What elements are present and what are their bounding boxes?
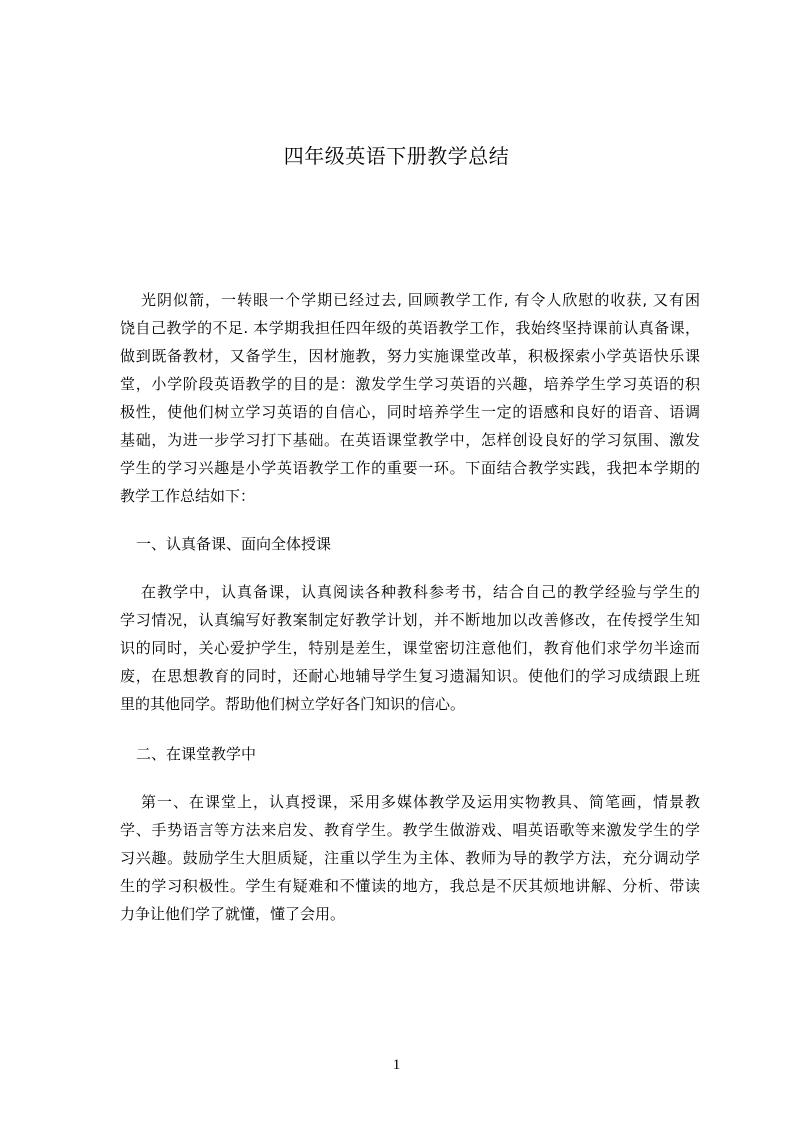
- paragraph-line: 里的其他同学。帮助他们树立学好各门知识的信心。: [120, 695, 466, 713]
- paragraph-line: 废，在思想教育的同时，还耐心地辅导学生复习遗漏知识。使他们的学习成绩跟上班: [120, 667, 700, 685]
- paragraph-line: 做到既备教材，又备学生，因材施教，努力实施课堂改革，积极探索小学英语快乐课: [120, 347, 700, 365]
- document-title: 四年级英语下册教学总结: [283, 144, 510, 168]
- paragraph-line: 识的同时，关心爱护学生，特别是差生，课堂密切注意他们，教育他们求学勿半途而: [120, 639, 700, 657]
- paragraph-line: 第一、在课堂上，认真授课，采用多媒体教学及运用实物教具、简笔画，情景教: [141, 793, 700, 811]
- paragraph-line: 力争让他们学了就懂，懂了会用。: [120, 905, 346, 923]
- paragraph-line: 生的学习积极性。学生有疑难和不懂读的地方，我总是不厌其烦地讲解、分析、带读: [120, 877, 700, 895]
- paragraph-line: 饶自己教学的不足. 本学期我担任四年级的英语教学工作，我始终坚持课前认真备课，: [120, 319, 700, 337]
- paragraph-line: 堂，小学阶段英语教学的目的是：激发学生学习英语的兴趣，培养学生学习英语的积: [120, 375, 700, 393]
- paragraph-line: 学生的学习兴趣是小学英语教学工作的重要一环。下面结合教学实践，我把本学期的: [120, 459, 700, 477]
- paragraph-line: 习兴趣。鼓励学生大胆质疑，注重以学生为主体、教师为导的教学方法，充分调动学: [120, 849, 700, 867]
- paragraph-line: 基础，为进一步学习打下基础。在英语课堂教学中，怎样创设良好的学习氛围、激发: [120, 431, 700, 449]
- paragraph-line: 教学工作总结如下：: [120, 487, 256, 505]
- paragraph-line: 学习情况，认真编写好教案制定好教学计划，并不断地加以改善修改，在传授学生知: [120, 611, 700, 629]
- section-heading: 二、在课堂教学中: [136, 745, 257, 763]
- paragraph-line: 光阴似箭，一转眼一个学期已经过去, 回顾教学工作, 有令人欣慰的收获, 又有困: [141, 291, 700, 309]
- section-heading: 一、认真备课、面向全体授课: [136, 535, 332, 553]
- paragraph-line: 在教学中，认真备课，认真阅读各种教科参考书，结合自己的教学经验与学生的: [141, 583, 700, 601]
- paragraph-line: 极性，使他们树立学习英语的自信心，同时培养学生一定的语感和良好的语音、语调: [120, 403, 700, 421]
- paragraph-line: 学、手势语言等方法来启发、教育学生。教学生做游戏、唱英语歌等来激发学生的学: [120, 821, 700, 839]
- page-number: 1: [392, 1057, 401, 1073]
